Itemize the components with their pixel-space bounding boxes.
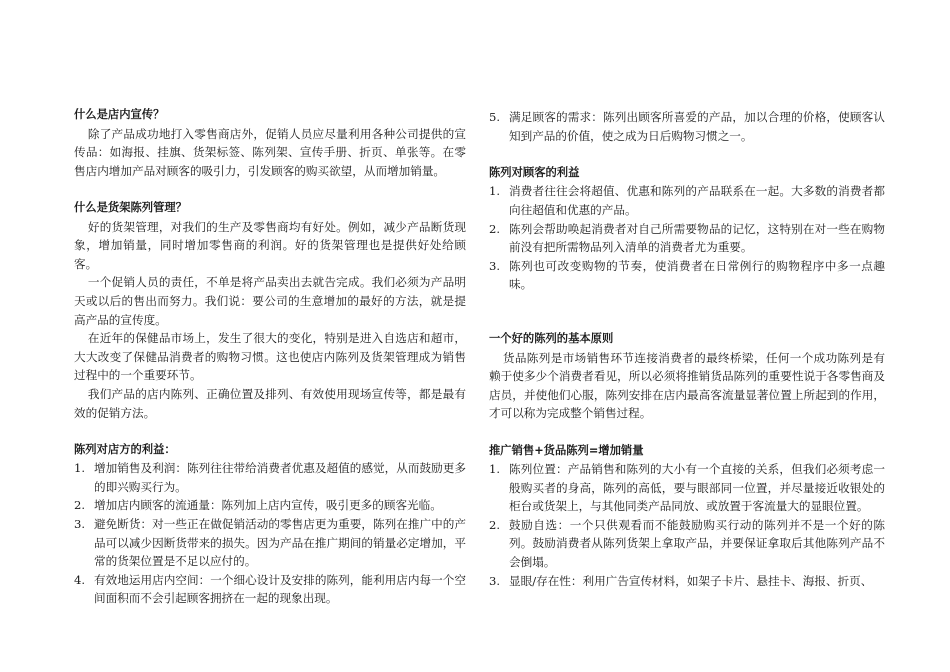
list-item bbox=[489, 182, 885, 219]
right-column bbox=[489, 108, 885, 590]
list-item bbox=[74, 571, 466, 608]
paragraph: 在近年的保健品市场上，发生了很大的变化，特别是进入自选店和超市，大大改变了保健品消费者的购物习惯。这也使店内陈列及货架管理成为销售过程中的一个重要环节。 bbox=[74, 331, 466, 383]
list-number: 2. bbox=[489, 517, 501, 532]
list-item-text: 有效地运用店内空间：一个细心设计及安排的陈列，能利用店内每一个空间面积而不会引起顾客拥挤在一起的现象出现。 bbox=[94, 572, 466, 606]
left-column bbox=[74, 106, 466, 608]
section-heading: 陈列对顾客的利益 bbox=[489, 165, 580, 179]
list-number: 1. bbox=[74, 461, 86, 476]
list-number: 1. bbox=[489, 462, 501, 477]
list-item-text: 显眼/存在性：利用广告宣传材料，如架子卡片、悬挂卡、海报、折页、 bbox=[509, 573, 873, 588]
list-item-text: 避免断货：对一些正在做促销活动的零售店更为重要，陈列在推广中的产品可以减少因断货带来的损失。因为产品在推广期间的销量必定增加，平常的货架位置是不足以应付的。 bbox=[94, 517, 466, 569]
list-number: 2. bbox=[489, 221, 501, 236]
paragraph: 好的货架管理，对我们的生产及零售商均有好处。例如，减少产品断货现象，增加销量，同时增加零售商的利润。好的货架管理也是提供好处给顾客。 bbox=[74, 219, 466, 271]
list-item bbox=[489, 108, 885, 145]
list-item-text: 增加店内顾客的流通量：陈列加上店内宣传，吸引更多的顾客光临。 bbox=[94, 498, 442, 513]
list-item bbox=[74, 496, 466, 515]
list-item-text: 陈列会帮助唤起消费者对自己所需要物品的记忆，这特别在对一些在购物前没有把所需物品列入清单的消费者尤为重要。 bbox=[509, 221, 885, 255]
paragraph: 一个促销人员的责任，不单是将产品卖出去就告完成。我们必须为产品明天或以后的售出而努力。我们说：要公司的生意增加的最好的方法，就是提高产品的宣传度。 bbox=[74, 275, 466, 327]
list-item bbox=[489, 257, 885, 294]
section-heading: 推广销售+货品陈列=增加销量 bbox=[489, 443, 644, 457]
list-number: 3. bbox=[74, 517, 86, 532]
list-item bbox=[489, 516, 885, 572]
list-item-text: 陈列位置：产品销售和陈列的大小有一个直接的关系，但我们必须考虑一般购买者的身高，陈列的高低，要与眼部同一位置，并尽量接近收银处的柜台或货架上，与其他同类产品同放、或放置于客流量大的显眼位置。 bbox=[509, 462, 885, 514]
list-item-text: 消费者往往会将超值、优惠和陈列的产品联系在一起。大多数的消费者都向往超值和优惠的产品。 bbox=[509, 184, 885, 217]
list-item bbox=[489, 220, 885, 257]
list-item bbox=[74, 459, 466, 496]
paragraph: 我们产品的店内陈列、正确位置及排列、有效使用现场宣传等，都是最有效的促销方法。 bbox=[74, 386, 466, 420]
paragraph: 货品陈列是市场销售环节连接消费者的最终桥梁，任何一个成功陈列是有赖于使多少个消费者看见，所以必须将推销货品陈列的重要性说于各零售商及店员，并使他们心服，陈列安排在店内最高客流量显著位置上所起到的作用，才可以称为完成整个销售过程。 bbox=[489, 350, 885, 421]
list-item bbox=[74, 515, 466, 571]
list-number: 2. bbox=[74, 498, 86, 513]
list-item bbox=[489, 460, 885, 516]
list-number: 1. bbox=[489, 184, 501, 199]
list-item-text: 陈列也可改变购物的节奏，使消费者在日常例行的购物程序中多一点趣味。 bbox=[509, 258, 885, 292]
section-heading: 陈列对店方的利益： bbox=[74, 442, 176, 456]
list-item-text: 增加销售及利润：陈列往往带给消费者优惠及超值的感觉，从而鼓励更多的即兴购买行为。 bbox=[94, 461, 466, 494]
list-number: 3. bbox=[489, 258, 501, 273]
list-number: 3. bbox=[489, 573, 501, 588]
section-heading: 什么是店内宣传？ bbox=[74, 108, 165, 121]
section-heading: 什么是货架陈列管理？ bbox=[74, 200, 187, 214]
paragraph: 除了产品成功地打入零售商店外，促销人员应尽量利用各种公司提供的宣传品：如海报、挂旗、货架标签、陈列架、宣传手册、折页、单张等。在零售店内增加产品对顾客的吸引力，引发顾客的购买欲望，从而增加销量。 bbox=[74, 126, 466, 178]
list-number: 5. bbox=[489, 110, 501, 124]
list-number: 4. bbox=[74, 572, 86, 587]
list-item-text: 满足顾客的需求：陈列出顾客所喜爱的产品，加以合理的价格，使顾客认知到产品的价值，使之成为日后购物习惯之一。 bbox=[509, 110, 885, 143]
list-item bbox=[489, 572, 885, 591]
section-heading: 一个好的陈列的基本原则 bbox=[489, 331, 614, 345]
list-item-text: 鼓励自选：一个只供观看而不能鼓励购买行动的陈列并不是一个好的陈列。鼓励消费者从陈列货架上拿取产品，并要保证拿取后其他陈列产品不会倒塌。 bbox=[509, 517, 885, 570]
